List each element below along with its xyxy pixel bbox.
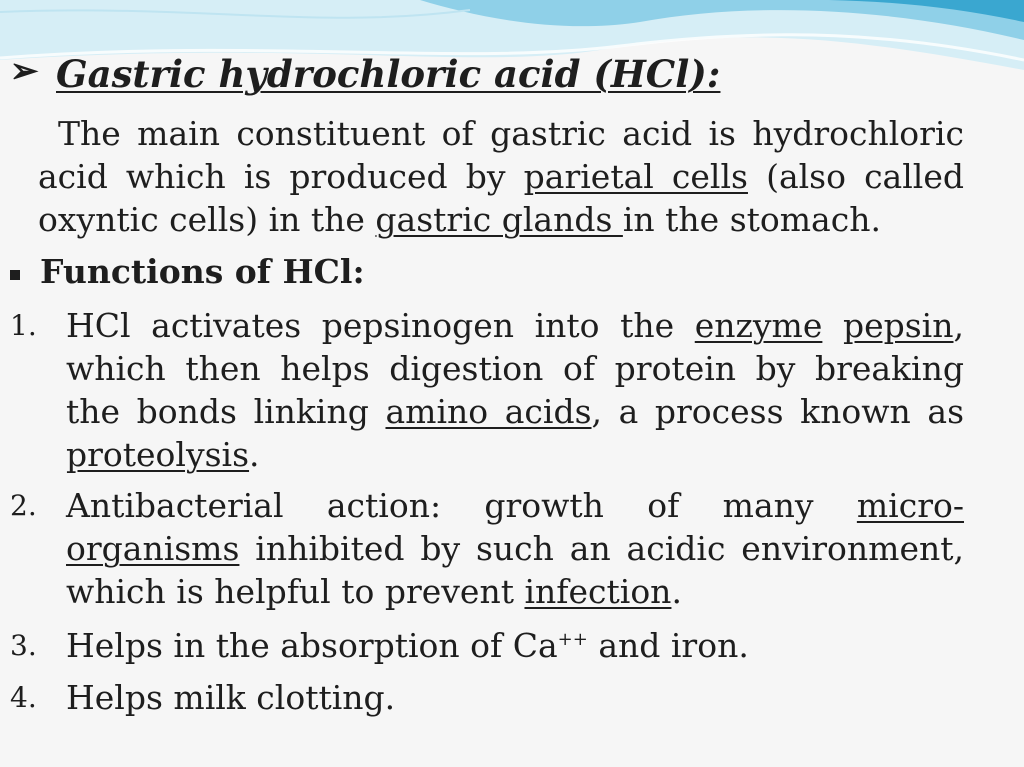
- text-run: , which then helps digestion of protein by breaking the bonds linking: [66, 306, 964, 431]
- text-run: [822, 306, 843, 345]
- square-bullet-icon: [10, 270, 20, 280]
- text-run: .: [249, 435, 260, 474]
- arrow-bullet-icon: ➢: [10, 51, 39, 91]
- parietal-cells-link: parietal cells: [523, 157, 748, 196]
- item-number: 3.: [10, 629, 37, 662]
- amino-acids-link: amino acids: [385, 392, 592, 431]
- pepsin-link: pepsin: [842, 306, 954, 345]
- text-run: Helps milk clotting.: [66, 678, 396, 717]
- text-run: Antibacterial action: growth of many: [66, 486, 857, 525]
- intro-text: (also called oxyntic cells) in the: [38, 157, 964, 239]
- item-text: [66, 484, 964, 613]
- item-text: [66, 304, 964, 476]
- text-run: HCl activates pepsinogen into the: [66, 306, 695, 345]
- title-text: Gastric hydrochloric acid (HCl):: [56, 52, 721, 96]
- functions-heading: Functions of HCl:: [40, 252, 365, 291]
- intro-paragraph: [38, 112, 964, 241]
- functions-section: [10, 252, 910, 296]
- item-number: 2.: [10, 489, 37, 522]
- micro-organisms-link: micro-organisms: [66, 486, 964, 568]
- text-run: , a process known as: [591, 392, 965, 431]
- text-run: Helps in the absorption of Ca: [66, 626, 558, 665]
- proteolysis-link: proteolysis: [66, 435, 250, 474]
- text-run: inhibited by such an acidic environment, which is helpful to prevent: [66, 529, 964, 611]
- slide-title: [10, 50, 1010, 102]
- enzyme-link: enzyme: [694, 306, 823, 345]
- gastric-glands-link: gastric glands: [375, 200, 623, 239]
- intro-text: The main constituent of gastric acid is hydrochloric acid which is produced by: [38, 114, 964, 196]
- intro-text: in the stomach.: [622, 200, 881, 239]
- item-number: 1.: [10, 309, 37, 342]
- text-run: .: [671, 572, 682, 611]
- item-number: 4.: [10, 681, 37, 714]
- text-run: and iron.: [587, 626, 749, 665]
- infection-link: infection: [524, 572, 672, 611]
- item-text: [66, 676, 964, 719]
- superscript: ++: [557, 629, 588, 650]
- item-text: [66, 624, 964, 667]
